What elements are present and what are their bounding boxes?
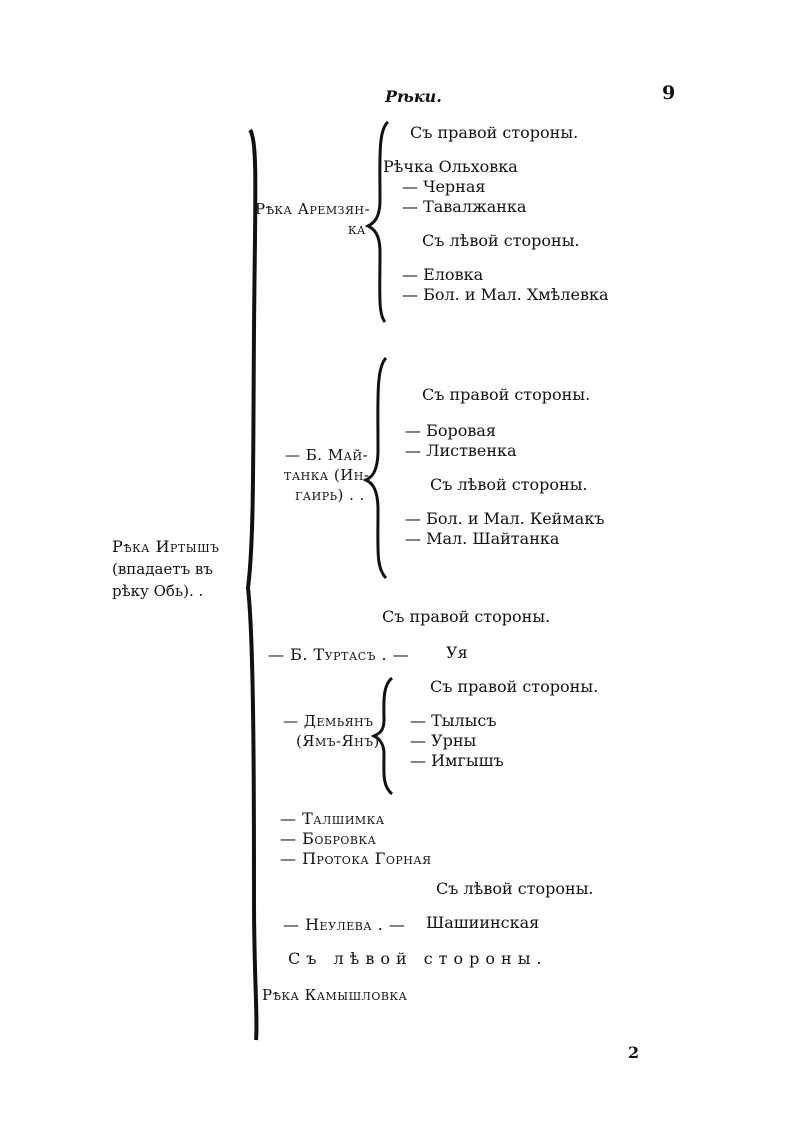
maytanka-right-item: — Боровая — [405, 421, 496, 440]
small-river: — Талшимка — [280, 809, 385, 828]
aremzyanka-brace — [368, 122, 388, 322]
maytanka-left-item: — Бол. и Мал. Кеймакъ — [405, 509, 605, 528]
turtas-tributary: Уя — [446, 643, 468, 662]
small-river: — Протока Горная — [280, 849, 432, 868]
demyan-name-line-2: (Ямъ-Янъ) — [296, 732, 380, 750]
demyan-item: — Тылысъ — [410, 711, 497, 730]
demyan-item: — Имгышъ — [410, 751, 504, 770]
aremzyanka-name-line-2: ка — [348, 220, 366, 238]
maytanka-name-line-1: — Б. Май- — [285, 446, 369, 464]
running-title: Рѣки. — [385, 87, 442, 106]
page-number: 9 — [662, 82, 676, 104]
neuleva-tributary: Шашиинская — [426, 913, 540, 932]
demyan-right-heading: Съ правой стороны. — [430, 677, 599, 696]
demyan-name-line-1: — Демьянъ — [283, 712, 374, 730]
left-side-heading: Съ лѣвой стороны. — [288, 949, 548, 968]
aremzyanka-right-heading: Съ правой стороны. — [410, 123, 579, 142]
aremzyanka-name-line-1: Рѣка Аремзян- — [255, 200, 371, 218]
kamyshlovka: Рѣка Камышловка — [262, 986, 408, 1004]
maytanka-left-heading: Съ лѣвой стороны. — [430, 475, 588, 494]
aremzyanka-right-item: Рѣчка Ольховка — [383, 157, 518, 176]
aremzyanka-right-item: — Черная — [402, 177, 486, 196]
main-brace — [248, 130, 257, 1040]
maytanka-name-line-3: гаирь) . . — [295, 486, 365, 504]
aremzyanka-right-item: — Тавалжанка — [402, 197, 527, 216]
demyan-item: — Урны — [410, 731, 477, 750]
left-heading-2: Съ лѣвой стороны. — [436, 879, 594, 898]
aremzyanka-left-heading: Съ лѣвой стороны. — [422, 231, 580, 250]
main-river-line-3: рѣку Обь). . — [112, 582, 204, 600]
maytanka-left-item: — Мал. Шайтанка — [405, 529, 560, 548]
maytanka-right-item: — Лиственка — [405, 441, 517, 460]
right-side-heading: Съ правой стороны. — [382, 607, 551, 626]
signature-mark: 2 — [628, 1043, 640, 1062]
maytanka-right-heading: Съ правой стороны. — [422, 385, 591, 404]
aremzyanka-left-item: — Еловка — [402, 265, 484, 284]
aremzyanka-left-item: — Бол. и Мал. Хмѣлевка — [402, 285, 609, 304]
maytanka-name-line-2: танка (Ин- — [284, 466, 370, 484]
neuleva-name: — Неулева . — — [283, 915, 406, 934]
small-river: — Бобровка — [280, 829, 377, 848]
turtas-name: — Б. Туртасъ . — — [268, 645, 410, 664]
main-river-line-2: (впадаетъ въ — [112, 560, 213, 578]
main-river-line-1: Рѣка Иртышъ — [112, 537, 220, 556]
